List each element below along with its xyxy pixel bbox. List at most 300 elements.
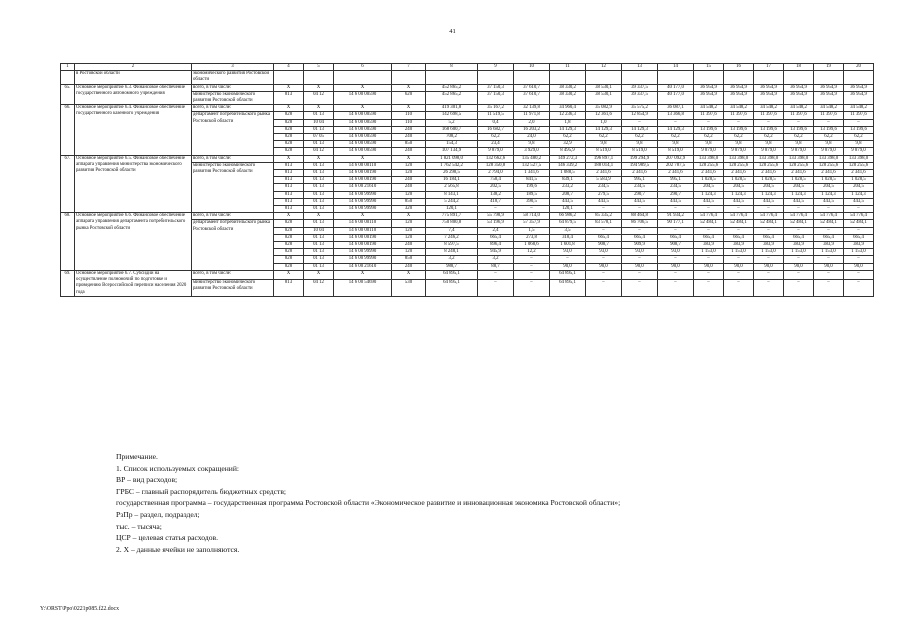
table-row [61,84,874,91]
amount-cell: 52 484,1 [844,220,874,227]
executor-cell: всего, в том числе: [192,105,274,112]
amount-cell: 13 199,6 [754,126,784,133]
amount-cell: 90,0 [622,263,658,270]
budget-code-cell: 01 13 [304,198,334,205]
amount-cell: 13 199,6 [844,126,874,133]
amount-cell: 234,5 [622,184,658,191]
budget-code-cell: 120 [392,227,426,234]
amount-cell: 665,4 [622,234,658,241]
budget-code-cell: 01 13 [304,256,334,263]
budget-code-cell: 828 [274,141,304,148]
budget-code-cell: 10 04 [304,227,334,234]
budget-code-cell: 240 [392,263,426,270]
amount-cell: 3,5 [550,227,586,234]
row-number-cell [61,71,75,84]
executor-cell: всего, в том числе: [192,270,274,279]
amount-cell: – [814,206,844,213]
budget-code-cell: 828 [274,263,304,270]
column-number-cell: 11 [550,64,586,71]
budget-code-cell: 14 6 00 99990 [334,198,392,205]
amount-cell: 750 800,8 [426,220,478,227]
amount-cell: 1 124,3 [754,191,784,198]
amount-cell [514,71,550,84]
note-line: ГРБС – главный распорядитель бюджетных средств; [116,486,287,496]
budget-code-cell: 14 6 00 00590 [334,134,392,141]
amount-cell: 775 891,7 [426,213,478,220]
column-number-cell: 4 [274,64,304,71]
amount-cell: 383,9 [784,242,814,249]
amount-cell: 758,4 [478,177,514,184]
note-line: РзПр – раздел, подраздел; [116,509,200,519]
amount-cell: 107 134,9 [426,148,478,155]
amount-cell: 36 954,9 [784,91,814,104]
budget-code-cell: 110 [392,112,426,119]
budget-code-cell: X [304,105,334,112]
budget-code-cell [274,71,304,84]
amount-cell: – [478,279,514,296]
amount-cell [724,71,754,84]
amount-cell: 128 255,6 [724,162,754,169]
amount-cell: 839,1 [550,177,586,184]
amount-cell: 14 129,3 [622,126,658,133]
amount-cell: 1 153,0 [694,249,724,256]
amount-cell: 2,0 [514,119,550,126]
budget-code-cell: 813 [274,177,304,184]
amount-cell: 39 337,5 [622,91,658,104]
column-number-cell: 14 [658,64,694,71]
amount-cell: 11 397,6 [814,112,844,119]
amount-cell: 8 495,9 [550,148,586,155]
amount-cell: 128 255,6 [814,162,844,169]
budget-code-cell: X [274,270,304,279]
amount-cell: – [514,279,550,296]
budget-code-cell [392,71,426,84]
amount-cell [694,71,724,84]
budget-code-cell: 828 [274,249,304,256]
amount-cell: 1 153,0 [844,249,874,256]
measure-name-cell: Основное мероприятие 6.7. Субсидии на осуществление полномочий по подготовке и проведению Всероссийской переписи населения 2020 года [75,270,192,296]
amount-cell: 128 255,6 [754,162,784,169]
budget-code-cell: 828 [274,242,304,249]
amount-cell: 443,5 [586,198,622,205]
amount-cell: – [724,206,754,213]
amount-cell: – [622,270,658,279]
amount-cell: 9,8 [724,141,754,148]
amount-cell: 52 484,1 [814,220,844,227]
column-number-cell: 20 [844,64,874,71]
amount-cell: – [754,279,784,296]
budget-code-cell: 120 [392,220,426,227]
amount-cell: 452 865,2 [426,91,478,104]
amount-cell: – [550,256,586,263]
amount-cell: 120,1 [550,206,586,213]
amount-cell: 24,0 [514,134,550,141]
amount-cell: 443,5 [658,198,694,205]
budget-code-cell: 04 12 [304,91,334,104]
amount-cell: 11 971,8 [514,112,550,119]
amount-cell: 133 398,0 [724,155,754,162]
table-row [61,71,874,84]
amount-cell: 8 519,0 [586,148,622,155]
measure-name-cell: Основное мероприятие 6.4. Финансовое обеспечение государственного казенного учреждения [75,105,192,155]
amount-cell: – [586,279,622,296]
amount-cell: 383,9 [754,242,784,249]
row-number-cell: 66. [61,105,75,155]
amount-cell: 9,8 [784,141,814,148]
amount-cell: – [754,119,784,126]
table-header-row [61,64,874,71]
amount-cell: 418,7 [478,198,514,205]
column-number-cell: 5 [304,64,334,71]
amount-cell: 9,8 [844,141,874,148]
amount-cell: 11 397,6 [784,112,814,119]
budget-code-cell: 813 [274,191,304,198]
amount-cell: 93,0 [658,249,694,256]
amount-cell: 9,8 [658,141,694,148]
amount-cell: – [754,206,784,213]
amount-cell: 40 177,0 [658,91,694,104]
amount-cell: 13 199,6 [814,126,844,133]
amount-cell: 62,2 [784,134,814,141]
amount-cell: 708,2 [426,134,478,141]
amount-cell: – [658,119,694,126]
amount-cell: 88,7 [478,263,514,270]
amount-cell: 12 361,6 [586,112,622,119]
budget-code-cell: 120 [392,234,426,241]
amount-cell: 13 199,6 [784,126,814,133]
budget-code-cell: 813 [274,184,304,191]
amount-cell: 66 986,2 [550,213,586,220]
amount-cell: 53 196,9 [478,220,514,227]
amount-cell: 995,1 [658,177,694,184]
measure-name-cell: в Ростовской области [75,71,192,84]
amount-cell: 1,5 [514,227,550,234]
amount-cell: 7 246,2 [426,234,478,241]
budget-code-cell: X [304,84,334,91]
amount-cell: 62,2 [724,134,754,141]
amount-cell: 62,2 [658,134,694,141]
amount-cell: 390,5 [514,198,550,205]
amount-cell: 204,5 [814,184,844,191]
amount-cell: 383,9 [694,242,724,249]
amount-cell: 133 398,0 [754,155,784,162]
amount-cell: – [724,227,754,234]
amount-cell: 128 255,6 [784,162,814,169]
amount-cell: 91 934,2 [658,213,694,220]
amount-cell: 2 341,6 [814,170,844,177]
amount-cell: 665,4 [754,234,784,241]
amount-cell: 1 028,5 [694,177,724,184]
table-row [61,270,874,279]
amount-cell: 14 129,3 [658,126,694,133]
amount-cell: 16 203,2 [514,126,550,133]
amount-cell: 9 879,0 [784,148,814,155]
budget-code-cell: 240 [392,242,426,249]
budget-code-cell: 110 [392,119,426,126]
amount-cell: 86 706,5 [622,220,658,227]
amount-cell: 2 341,6 [622,170,658,177]
amount-cell: 13 199,6 [724,126,754,133]
amount-cell: 9,8 [694,141,724,148]
budget-code-cell: 14 6 00 00590 [334,148,392,155]
amount-cell: 452 865,2 [426,84,478,91]
amount-cell: 36 954,9 [814,84,844,91]
amount-cell: 443,5 [550,198,586,205]
amount-cell: 8 248,1 [426,249,478,256]
amount-cell: 204,5 [724,184,754,191]
amount-cell: 1 341,6 [514,170,550,177]
amount-cell: 1 028,5 [814,177,844,184]
budget-code-cell: 813 [274,162,304,169]
amount-cell: 128 255,6 [844,162,874,169]
amount-cell: 36 954,9 [724,91,754,104]
amount-cell: 1 088,5 [550,170,586,177]
amount-cell [586,71,622,84]
amount-cell: 38 330,2 [550,91,586,104]
amount-cell: 383,9 [724,242,754,249]
file-path-footer: Y:\ORST\Ppo\0221p085.f22.docx [40,606,120,612]
amount-cell: 9 879,0 [478,148,514,155]
amount-cell: – [478,270,514,279]
amount-cell: 14 129,3 [550,126,586,133]
amount-cell: – [724,256,754,263]
amount-cell: 133 398,0 [814,155,844,162]
measure-name-cell: Основное мероприятие 6.3. Финансовое обеспечение государственного автономного учреждения [75,84,192,105]
amount-cell: 11 397,6 [694,112,724,119]
amount-cell: 3,2 [426,256,478,263]
budget-code-cell: X [334,213,392,220]
amount-cell: 62,2 [550,134,586,141]
budget-code-cell: 14 6 00 00190 [334,170,392,177]
budget-code-cell: X [392,155,426,162]
amount-cell: 204,5 [844,184,874,191]
budget-code-cell: 14 6 00 00110 [334,227,392,234]
column-number-cell: 17 [754,64,784,71]
budget-code-cell: 813 [274,206,304,213]
budget-code-cell: 14 6 00 00590 [334,141,392,148]
amount-cell: 35 575,2 [622,105,658,112]
column-number-cell: 2 [75,64,192,71]
budget-code-cell: 240 [392,126,426,133]
budget-code-cell: X [274,155,304,162]
amount-cell: – [622,256,658,263]
amount-cell: 90,0 [754,263,784,270]
amount-cell [814,71,844,84]
budget-code-cell: 828 [274,227,304,234]
note-line: ЦСР – целевая статья расходов. [116,533,219,543]
amount-cell: 665,4 [814,234,844,241]
budget-code-cell: 01 13 [304,191,334,198]
amount-cell: – [844,206,874,213]
amount-cell: 34 548,2 [784,105,814,112]
row-number-cell: 69. [61,270,75,296]
amount-cell: 196 897,1 [586,155,622,162]
budget-code-cell: 813 [274,170,304,177]
amount-cell: 2 341,6 [724,170,754,177]
amount-cell: 1 124,3 [724,191,754,198]
amount-cell: – [658,227,694,234]
budget-code-cell: X [334,270,392,279]
amount-cell: 36 954,9 [844,84,874,91]
amount-cell: 2 341,6 [658,170,694,177]
amount-cell: – [622,227,658,234]
amount-cell: 146 339,2 [550,162,586,169]
column-number-cell: 15 [694,64,724,71]
amount-cell: 988,7 [426,263,478,270]
amount-cell: 1 028,5 [844,177,874,184]
row-number-cell: 67. [61,155,75,213]
amount-cell: 1 124,3 [814,191,844,198]
budget-code-cell: 828 [274,126,304,133]
budget-code-cell: X [304,155,334,162]
amount-cell: 841,5 [514,177,550,184]
column-number-cell: 16 [724,64,754,71]
column-number-cell: 12 [586,64,622,71]
amount-cell: – [724,270,754,279]
amount-cell: – [478,206,514,213]
amount-cell: 54 776,4 [754,213,784,220]
budget-code-cell: 828 [274,119,304,126]
amount-cell: 37 150,3 [478,84,514,91]
amount-cell: 8 143,1 [426,191,478,198]
amount-cell: 909,9 [622,242,658,249]
amount-cell: 83 578,1 [586,220,622,227]
executor-cell: министерство экономического развития Ростовской области [192,162,274,212]
amount-cell: 54 776,4 [784,213,814,220]
amount-cell: 90,0 [550,263,586,270]
amount-cell: – [694,206,724,213]
amount-cell: 64 895,1 [550,270,586,279]
amount-cell: 234,5 [586,184,622,191]
amount-cell: 204,5 [784,184,814,191]
budget-code-cell: 14 6 00 21610 [334,184,392,191]
amount-cell: 2 341,6 [586,170,622,177]
budget-code-cell: 01 13 [304,220,334,227]
amount-cell: – [784,227,814,234]
amount-cell: 36 954,9 [724,84,754,91]
amount-cell: 132 662,6 [478,155,514,162]
amount-cell: 1 153,0 [724,249,754,256]
executor-cell: министерство экономического развития Ростовской области [192,279,274,296]
budget-code-cell: 828 [274,256,304,263]
budget-code-cell: 240 [392,148,426,155]
executor-cell: экономического развития Ростовской области [192,71,274,84]
amount-cell: 64 895,1 [550,279,586,296]
amount-cell: 133 398,0 [784,155,814,162]
amount-cell: 665,4 [784,234,814,241]
amount-cell: 36 954,9 [784,84,814,91]
budget-code-cell: 04 12 [304,148,334,155]
amount-cell: 55 798,9 [478,213,514,220]
table-row [61,213,874,220]
amount-cell: 90,0 [586,263,622,270]
budget-code-cell: 120 [392,249,426,256]
budget-code-cell: 04 12 [304,279,334,296]
amount-cell: 38 330,2 [550,84,586,91]
amount-cell: 38 530,1 [586,84,622,91]
executor-cell: департамент потребительского рынка Ростовской области [192,112,274,155]
amount-cell: 90 177,1 [658,220,694,227]
table-row [61,155,874,162]
amount-cell: 120,1 [426,206,478,213]
amount-cell: – [658,270,694,279]
budget-code-cell: 240 [392,134,426,141]
amount-cell: 1 153,0 [814,249,844,256]
amount-cell: 54 776,4 [844,213,874,220]
row-number-cell: 65. [61,84,75,105]
amount-cell: – [694,279,724,296]
budget-code-cell: X [274,213,304,220]
amount-cell: – [586,227,622,234]
amount-cell: 34 548,2 [844,105,874,112]
amount-cell: – [814,279,844,296]
amount-cell: 5,2 [426,119,478,126]
amount-cell: 443,5 [724,198,754,205]
amount-cell [844,71,874,84]
amount-cell: 273,8 [514,234,550,241]
amount-cell: 202,5 [478,184,514,191]
amount-cell: 995,1 [622,177,658,184]
amount-cell: 1 028,5 [754,177,784,184]
amount-cell: 132 527,5 [514,162,550,169]
amount-cell: 32,9 [550,141,586,148]
executor-cell: всего, в том числе: [192,213,274,220]
amount-cell: 1 124,3 [694,191,724,198]
amount-cell: 279,5 [586,191,622,198]
amount-cell: 188 014,1 [586,162,622,169]
amount-cell: 908,7 [658,242,694,249]
amount-cell: – [622,279,658,296]
budget-code-cell: 14 6 00 00110 [334,220,392,227]
amount-cell: 11 397,6 [844,112,874,119]
amount-cell: 665,4 [658,234,694,241]
amount-cell: 2 565,8 [426,184,478,191]
budget-code-cell: 850 [392,141,426,148]
amount-cell: 88 464,8 [622,213,658,220]
amount-cell: 2 341,6 [754,170,784,177]
amount-cell: 37 610,7 [514,84,550,91]
amount-cell: – [514,270,550,279]
amount-cell: 90,0 [814,263,844,270]
amount-cell: 64 895,1 [426,270,478,279]
notes-section [116,451,620,555]
amount-cell: 34 548,2 [814,105,844,112]
budget-code-cell: 828 [274,134,304,141]
amount-cell: – [784,119,814,126]
amount-cell: 149 272,3 [550,155,586,162]
amount-cell: – [724,279,754,296]
amount-cell: 5 583,9 [586,177,622,184]
budget-code-cell: 14 6 00 00190 [334,234,392,241]
amount-cell: 199,6 [514,184,550,191]
amount-cell: 1 601,8 [550,242,586,249]
amount-cell: 443,5 [754,198,784,205]
column-number-cell: 9 [478,64,514,71]
amount-cell: 64 879,5 [550,220,586,227]
amount-cell: – [514,256,550,263]
budget-code-cell: 850 [392,256,426,263]
budget-code-cell: 14 6 00 99990 [334,249,392,256]
budget-code-cell: 120 [392,162,426,169]
amount-cell: 64 895,1 [426,279,478,296]
amount-cell: 9,8 [514,141,550,148]
amount-cell: 62,2 [622,134,658,141]
amount-cell: – [622,206,658,213]
amount-cell: 3 929,0 [514,148,550,155]
budget-code-cell: 14 6 00 00190 [334,242,392,249]
budget-code-cell: 01 13 [304,249,334,256]
amount-cell: – [724,119,754,126]
